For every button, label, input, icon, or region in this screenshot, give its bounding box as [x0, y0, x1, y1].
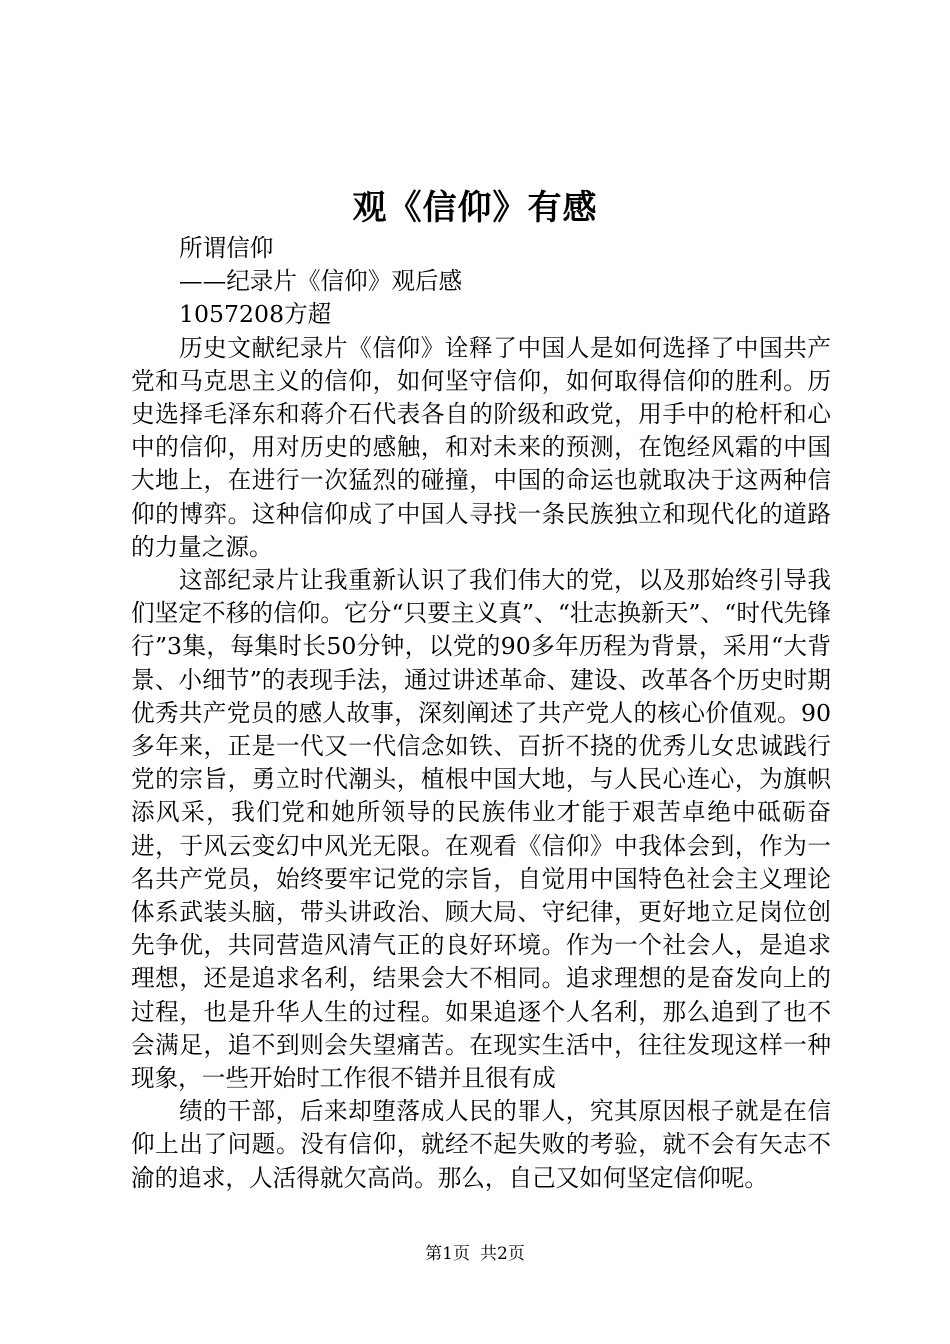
- author-line: 1057208方超: [179, 300, 332, 329]
- page-footer: [0, 1242, 950, 1266]
- subtitle-line: 所谓信仰: [179, 234, 274, 262]
- body-paragraph: 这部纪录片让我重新认识了我们伟大的党，以及那始终引导我们坚定不移的信仰。它分“只要主义真”、“壮志换新天”、“时代先锋行”3集，每集时长50分钟，以党的90多年历程为背景，采用“大背景、小细节”的表现手法，通过讲述革命、建设、改革各个历史时期优秀共产党员的感人故事，深刻阐述了共产党人的核心价值观。90多年来，正是一代又一代信念如铁、百折不挠的优秀儿女忠诚践行党的宗旨，勇立时代潮头，植根中国大地，与人民心连心，为旗帜添风采，我们党和她所领导的民族伟业才能于艰苦卓绝中砥砺奋进，于风云变幻中风光无限。在观看《信仰》中我体会到，作为一名共产党员，始终要牢记党的宗旨，自觉用中国特色社会主义理论体系武装头脑，带头讲政治、顾大局、守纪律，更好地立足岗位创先争优，共同营造风清气正的良好环境。作为一个社会人，是追求理想，还是追求名利，结果会大不相同。追求理想的是奋发向上的过程，也是升华人生的过程。如果追逐个人名利，那么追到了也不会满足，追不到则会失望痛苦。在现实生活中，往往发现这样一种现象，一些开始时工作很不错并且很有成: [131, 566, 831, 1093]
- document-body: [131, 232, 831, 1195]
- body-paragraph: 历史文献纪录片《信仰》诠释了中国人是如何选择了中国共产党和马克思主义的信仰，如何坚守信仰，如何取得信仰的胜利。历史选择毛泽东和蒋介石代表各自的阶级和政党，用手中的枪杆和心中的信仰，用对历史的感触，和对未来的预测，在饱经风霜的中国大地上，在进行一次猛烈的碰撞，中国的命运也就取决于这两种信仰的博弈。这种信仰成了中国人寻找一条民族独立和现代化的道路的力量之源。: [131, 333, 831, 561]
- document-title: 观《信仰》有感: [352, 188, 598, 228]
- page-total: 共2页: [480, 1244, 525, 1264]
- subtitle-line: ——纪录片《信仰》观后感: [179, 267, 463, 296]
- body-paragraph: 绩的干部，后来却堕落成人民的罪人，究其原因根子就是在信仰上出了问题。没有信仰，就经不起失败的考验，就不会有矢志不渝的追求，人活得就欠高尚。那么，自己又如何坚定信仰呢。: [131, 1097, 831, 1192]
- page-number: 第1页: [425, 1244, 470, 1264]
